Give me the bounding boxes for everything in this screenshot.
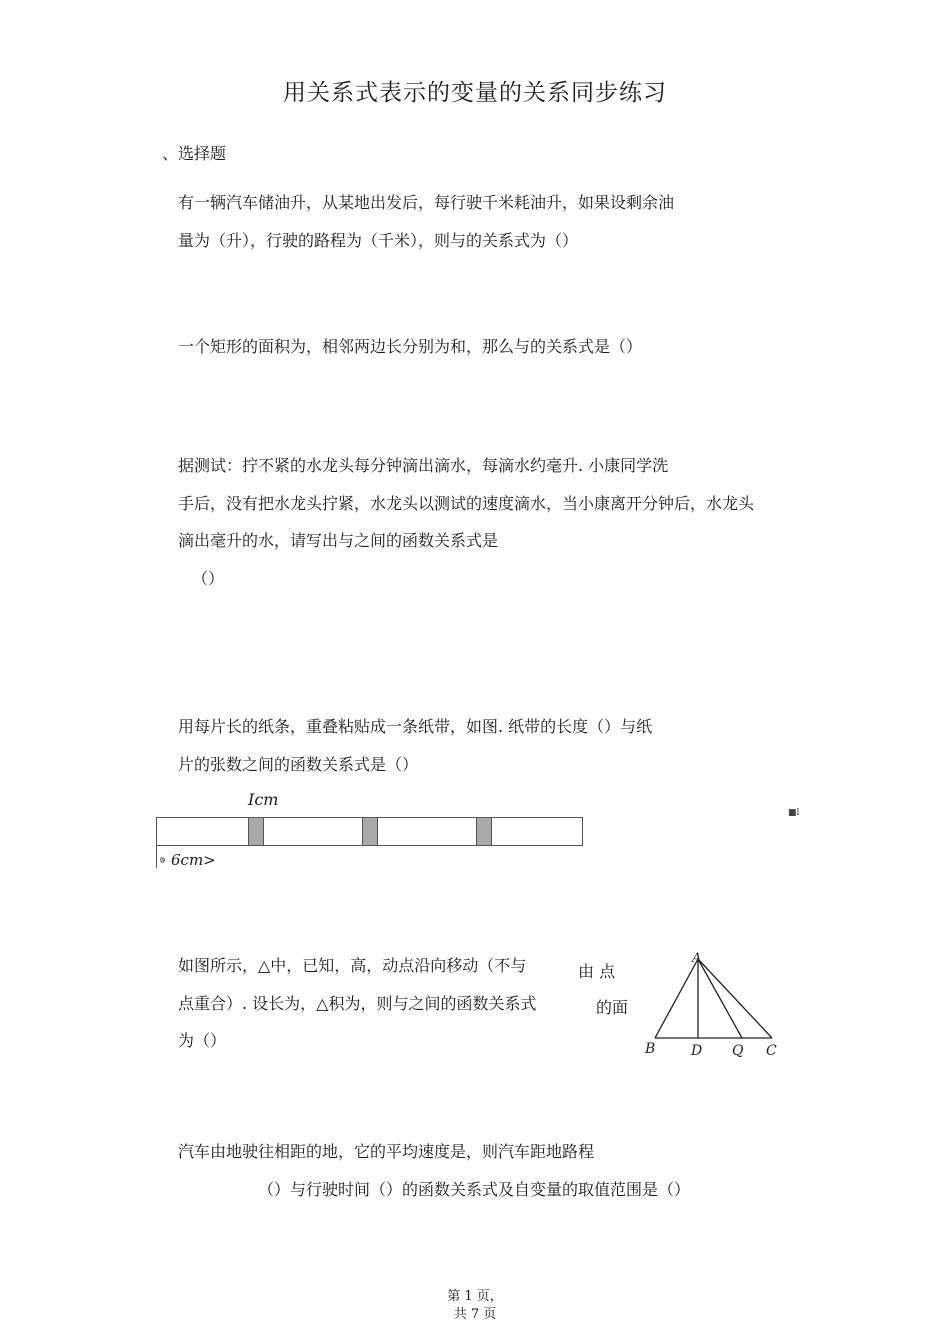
paper-strip-figure <box>156 817 583 846</box>
question-4-line-1: 用每片长的纸条，重叠粘贴成一条纸带，如图. 纸带的长度（）与纸 <box>178 717 653 736</box>
question-3-line-4: （） <box>192 569 225 588</box>
question-4-line-2: 片的张数之间的函数关系式是（） <box>178 755 419 774</box>
question-5-line-2-right: 的面 <box>596 998 629 1017</box>
triangle-figure <box>638 945 788 1065</box>
question-3-line-2: 手后，没有把水龙头拧紧，水龙头以测试的速度滴水，当小康离开分钟后，水龙头 <box>178 494 755 513</box>
page-number-line-1: 第 1 页， <box>447 1289 503 1304</box>
overlap-segment-1 <box>248 818 264 845</box>
question-5-line-1: 如图所示，△中，已知，高，动点沿向移动（不与 <box>178 956 527 975</box>
question-3-line-3: 滴出毫升的水，请写出与之间的函数关系式是 <box>178 531 499 550</box>
vertex-q-label: Q <box>732 1043 744 1059</box>
vertex-c-label: C <box>766 1043 777 1059</box>
vertex-d-label: D <box>691 1043 703 1059</box>
page-number-line-2: 共 7 页 <box>453 1307 497 1322</box>
section-heading: 、选择题 <box>162 144 227 163</box>
strip-left-tick <box>156 846 157 868</box>
page-title: 用关系式表示的变量的关系同步练习 <box>283 80 667 106</box>
question-1-line-1: 有一辆汽车储油升，从某地出发后，每行驶千米耗油升，如果设剩余油 <box>178 193 675 212</box>
overlap-segment-2 <box>362 818 378 845</box>
vertex-b-label: B <box>645 1041 656 1057</box>
question-3-line-1: 据测试：拧不紧的水龙头每分钟滴出滴水，每滴水约毫升. 小康同学洗 <box>178 456 669 475</box>
question-5-line-1-right: 由 点 <box>578 962 616 981</box>
question-5-line-3: 为（） <box>178 1031 227 1050</box>
strip-bottom-label: 6cm> <box>171 851 216 869</box>
vertex-a-label: A <box>692 951 702 966</box>
overlap-segment-3 <box>476 818 492 845</box>
question-6-line-1: 汽车由地驶往相距的地，它的平均速度是，则汽车距地路程 <box>178 1142 595 1161</box>
corner-mark: ■l <box>788 808 800 818</box>
question-1-line-2: 量为（升），行驶的路程为（千米），则与的关系式为（） <box>178 231 579 250</box>
side-ab <box>655 959 698 1038</box>
strip-bottom-prefix: ७ <box>160 855 166 866</box>
question-5-line-2: 点重合）. 设长为，△积为，则与之间的函数关系式 <box>178 994 537 1013</box>
question-6-line-2: （）与行驶时间（）的函数关系式及自变量的取值范围是（） <box>258 1180 691 1199</box>
question-2-line-1: 一个矩形的面积为，相邻两边长分别为和，那么与的关系式是（） <box>178 337 643 356</box>
strip-top-label: Icm <box>248 790 279 809</box>
